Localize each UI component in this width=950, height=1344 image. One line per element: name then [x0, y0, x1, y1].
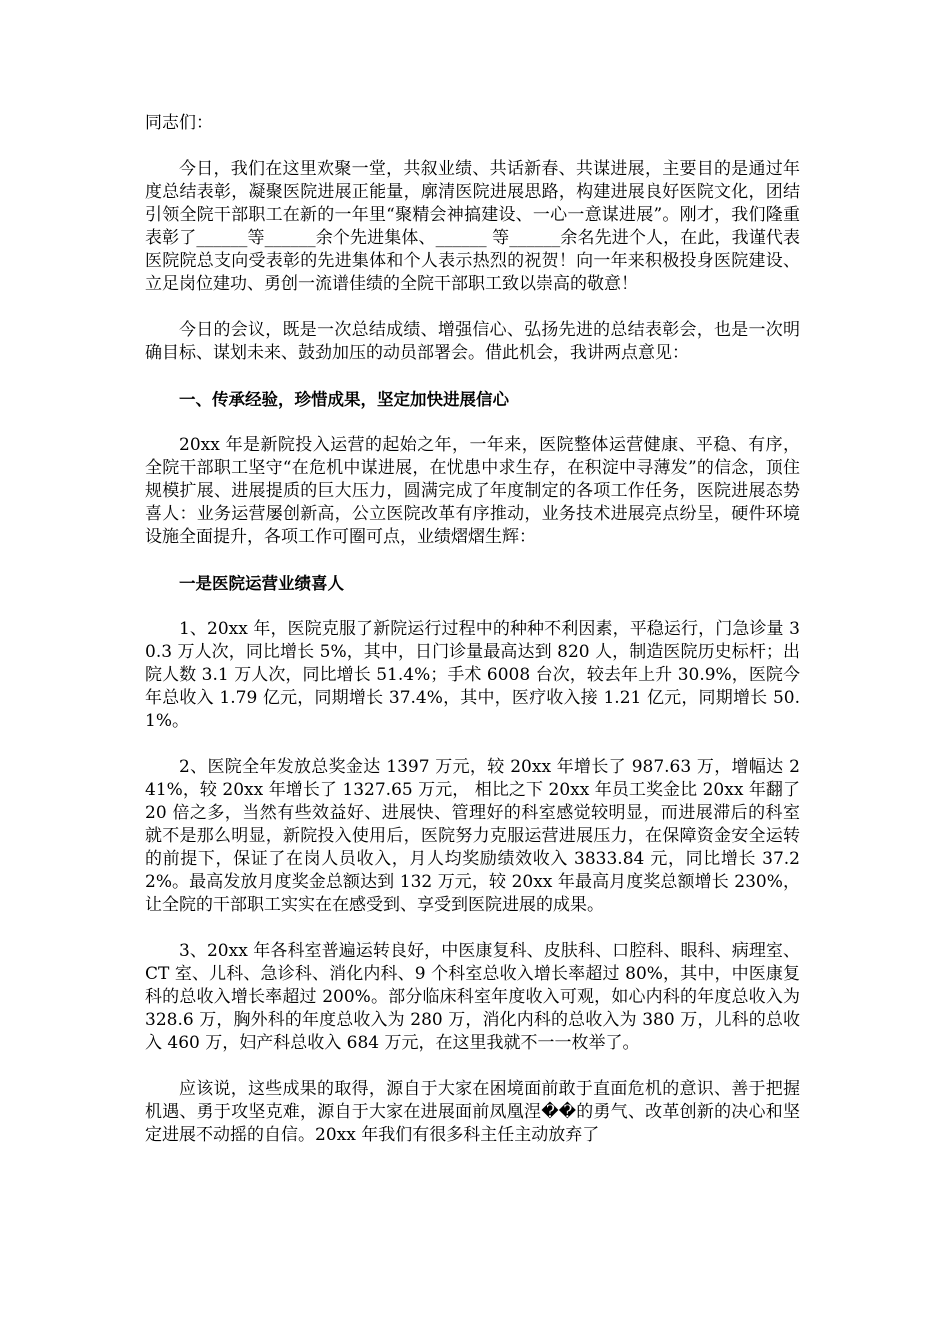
list-item-2: 2、医院全年发放总奖金达 1397 万元，较 20xx 年增长了 987.63 万，增幅达 241%，较 20xx 年增长了 1327.65 万元， 相比之下 20xx 年员工奖金比 20xx 年翻了 20 倍之多，当然有些效益好、进展快、管理好的科室感觉较明显，而进展滞后的科室就不是那么明显，新院投入使用后，医院努力克服运营进展压力，在保障资金安全运转的前提下，保证了在岗人员收入，月人均奖励绩效收入 3833.84 元，同比增长 37.22%。最高发放月度奖金总额达到 132 万元，较 20xx 年最高月度奖总额增长 230%，让全院的干部职工实实在在感受到、享受到医院进展的成果。 [145, 757, 800, 915]
paragraph-closing: 应该说，这些成果的取得，源自于大家在困境面前敢于直面危机的意识、善于把握机遇、勇于攻坚克难，源自于大家在进展面前凤凰涅��的勇气、改革创新的决心和坚定进展不动摇的自信。20xx 年我们有很多科主任主动放弃了 [145, 1079, 800, 1145]
list-item-1: 1、20xx 年，医院克服了新院运行过程中的种种不利因素，平稳运行，门急诊量 30.3 万人次，同比增长 5%，其中，日门诊量最高达到 820 人，制造医院历史标杆；出院人数 3.1 万人次，同比增长 51.4%；手术 6008 台次，较去年上升 30.9%，医院今年总收入 1.79 亿元，同期增长 37.4%，其中，医疗收入接 1.21 亿元，同期增长 50.1%。 [145, 619, 800, 731]
paragraph-year-overview: 20xx 年是新院投入运营的起始之年，一年来，医院整体运营健康、平稳、有序，全院干部职工坚守“在危机中谋进展，在忧患中求生存，在积淀中寻薄发”的信念，顶住规模扩展、进展提质的巨大压力，圆满完成了年度制定的各项工作任务，医院进展态势喜人：业务运营屡创新高，公立医院改革有序推动，业务技术进展亮点纷呈，硬件环境设施全面提升，各项工作可圈可点，业绩熠熠生辉： [145, 435, 800, 547]
document-body [145, 112, 800, 1170]
section-heading: 一、传承经验，珍惜成果，坚定加快进展信心 [179, 390, 509, 409]
salutation: 同志们： [145, 113, 213, 133]
list-item-3: 3、20xx 年各科室普遍运转良好，中医康复科、皮肤科、口腔科、眼科、病理室、CT 室、儿科、急诊科、消化内科、9 个科室总收入增长率超过 80%，其中，中医康复科的总收入增长率超过 200%。部分临床科室年度收入可观，如心内科的年度总收入为 328.6 万，胸外科的年度总收入为 280 万，消化内科的总收入为 380 万，儿科的总收入 460 万，妇产科总收入 684 万元，在这里我就不一一枚举了。 [145, 941, 800, 1053]
paragraph-opening: 今日，我们在这里欢聚一堂，共叙业绩、共话新春、共谋进展，主要目的是通过年度总结表彰，凝聚医院进展正能量，廓清医院进展思路，构建进展良好医院文化，团结引领全院干部职工在新的一年里“聚精会神搞建设、一心一意谋进展”。刚才，我们隆重表彰了______等______余个先进集体、______ 等______余名先进个人，在此，我谨代表医院院总支向受表彰的先进集体和个人表示热烈的祝贺！向一年来积极投身医院建设、立足岗位建功、勇创一流谱佳绩的全院干部职工致以崇高的敬意！ [145, 159, 800, 294]
paragraph-meeting-purpose: 今日的会议，既是一次总结成绩、增强信心、弘扬先进的总结表彰会，也是一次明确目标、谋划未来、鼓劲加压的动员部署会。借此机会，我讲两点意见： [145, 320, 800, 363]
subsection-heading: 一是医院运营业绩喜人 [179, 574, 344, 593]
